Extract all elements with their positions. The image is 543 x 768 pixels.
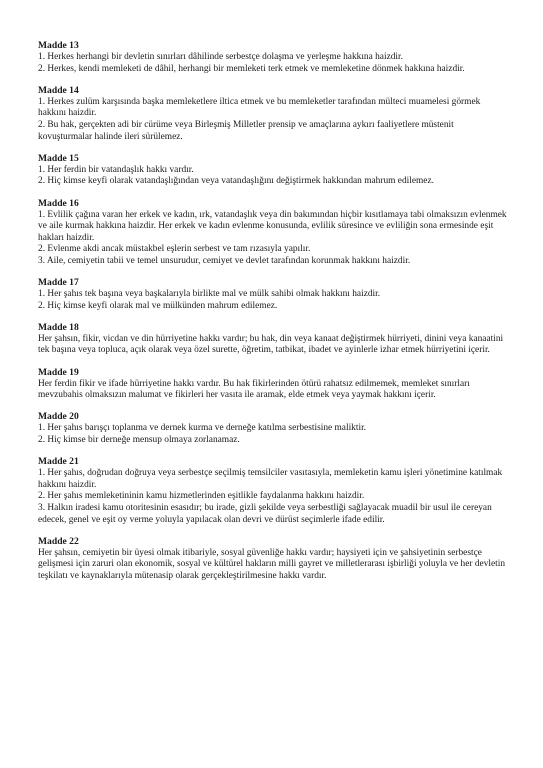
- article-title: Madde 17: [38, 277, 79, 289]
- article-title: Madde 15: [38, 152, 79, 164]
- article-paragraph: 1. Evlilik çağına varan her erkek ve kadın, ırk, vatandaşlık veya din bakımından hiçbir kısıtlamaya tabi olmaksızın evlenmek ve aile kurmak hakkına haizdir. Her erkek ve kadın evlenme konusunda, evlilik süresince ve evliliğin sona ermesinde eşit hakları haizdir.: [38, 209, 507, 243]
- article-15: [38, 153, 508, 188]
- article-paragraph: 3. Aile, cemiyetin tabii ve temel unsurudur, cemiyet ve devlet tarafından korunmak hakkını haizdir.: [38, 255, 411, 266]
- article-paragraph: 2. Hiç kimse bir derneğe mensup olmaya zorlanamaz.: [38, 435, 240, 446]
- article-paragraph: 2. Hiç kimse keyfi olarak vatandaşlığından veya vatandaşlığını değiştirmek hakkından mahrum edilemez.: [38, 176, 434, 187]
- article-paragraph: 2. Hiç kimse keyfi olarak mal ve mülkünden mahrum edilemez.: [38, 300, 278, 311]
- article-paragraph: 1. Herkes herhangi bir devletin sınırları dâhilinde serbestçe dolaşma ve yerleşme hakkına haizdir.: [38, 52, 403, 62]
- article-title: Madde 14: [38, 84, 79, 96]
- article-19: [38, 367, 508, 402]
- article-21: [38, 456, 508, 526]
- article-paragraph: 2. Herkes, kendi memleketi de dâhil, herhangi bir memleketi terk etmek ve memleketine dönmek hakkına haizdir.: [38, 63, 465, 74]
- article-paragraph: 1. Her şahıs barışçı toplanma ve dernek kurma ve derneğe katılma serbestisine maliktir.: [38, 423, 367, 434]
- article-title: Madde 16: [38, 197, 79, 209]
- article-title: Madde 22: [38, 535, 79, 547]
- article-paragraph: Her ferdin fikir ve ifade hürriyetine hakkı vardır. Bu hak fikirlerinden ötürü rahatsız edilmemek, memleket sınırları mevzubahis olmaksızın malumat ve fikirleri her vasıta ile aramak, elde etmek veya yaymak hakkını içerir.: [38, 378, 470, 401]
- article-title: Madde 21: [38, 456, 79, 468]
- article-paragraph: 1. Her şahıs tek başına veya başkalarıyla birlikte mal ve mülk sahibi olmak hakkını haizdir.: [38, 289, 381, 300]
- article-title: Madde 13: [38, 40, 79, 51]
- article-22: [38, 536, 508, 583]
- article-20: [38, 411, 508, 446]
- article-paragraph: Her şahsın, fikir, vicdan ve din hürriyetine hakkı vardır; bu hak, din veya kanaat değiştirmek hürriyeti, dinini veya kanaatini tek başına veya topluca, açık olarak veya özel surette, öğretim, tatbikat, ibadet ve ayinlerle izhar etmek hürriyetini içerir.: [38, 333, 504, 356]
- article-paragraph: 1. Her ferdin bir vatandaşlık hakkı vardır.: [38, 164, 194, 175]
- article-paragraph: 3. Halkın iradesi kamu otoritesinin esasıdır; bu irade, gizli şekilde veya serbestliği sağlayacak muadil bir usul ile cereyan edecek, genel ve eşit oy verme yoluyla yapılacak olan devri ve dürüst seçimlerle ifade edilir.: [38, 503, 492, 525]
- article-14: [38, 85, 508, 143]
- article-16: [38, 198, 508, 268]
- article-paragraph: 2. Evlenme akdi ancak müstakbel eşlerin serbest ve tam rızasıyla yapılır.: [38, 244, 311, 255]
- article-paragraph: 1. Her şahıs, doğrudan doğruya veya serbestçe seçilmiş temsilciler vasıtasıyla, memleketin kamu işleri yönetimine katılmak hakkını haizdir.: [38, 468, 503, 490]
- article-title: Madde 18: [38, 321, 79, 333]
- article-title: Madde 19: [38, 366, 79, 378]
- article-18: [38, 322, 508, 357]
- article-paragraph: 1. Herkes zulüm karşısında başka memleketlere iltica etmek ve bu memleketler tarafından mülteci muamelesi görmek hakkını haizdir.: [38, 96, 481, 119]
- document-page: [38, 40, 508, 592]
- article-17: [38, 277, 508, 312]
- article-13: [38, 40, 508, 75]
- article-paragraph: Her şahsın, cemiyetin bir üyesi olmak itibariyle, sosyal güvenliğe hakkı vardır; haysiyeti için ve şahsiyetinin serbestçe gelişmesi için zaruri olan ekonomik, sosyal ve kültürel hakların milli gayret ve milletlerarası işbirliği yoluyla ve her devletin teşkilatı ve kaynaklarıyla mütenasip olarak gerçekleştirilmesine hakkı vardır.: [38, 547, 506, 581]
- article-paragraph: 2. Bu hak, gerçekten adi bir cürüme veya Birleşmiş Milletler prensip ve amaçlarına aykırı faaliyetlere müstenit kovuşturmalar halinde ileri sürülemez.: [38, 119, 454, 142]
- article-title: Madde 20: [38, 411, 79, 423]
- article-paragraph: 2. Her şahıs memleketininin kamu hizmetlerinden eşitlikle faydalanma hakkını haizdir.: [38, 491, 365, 502]
